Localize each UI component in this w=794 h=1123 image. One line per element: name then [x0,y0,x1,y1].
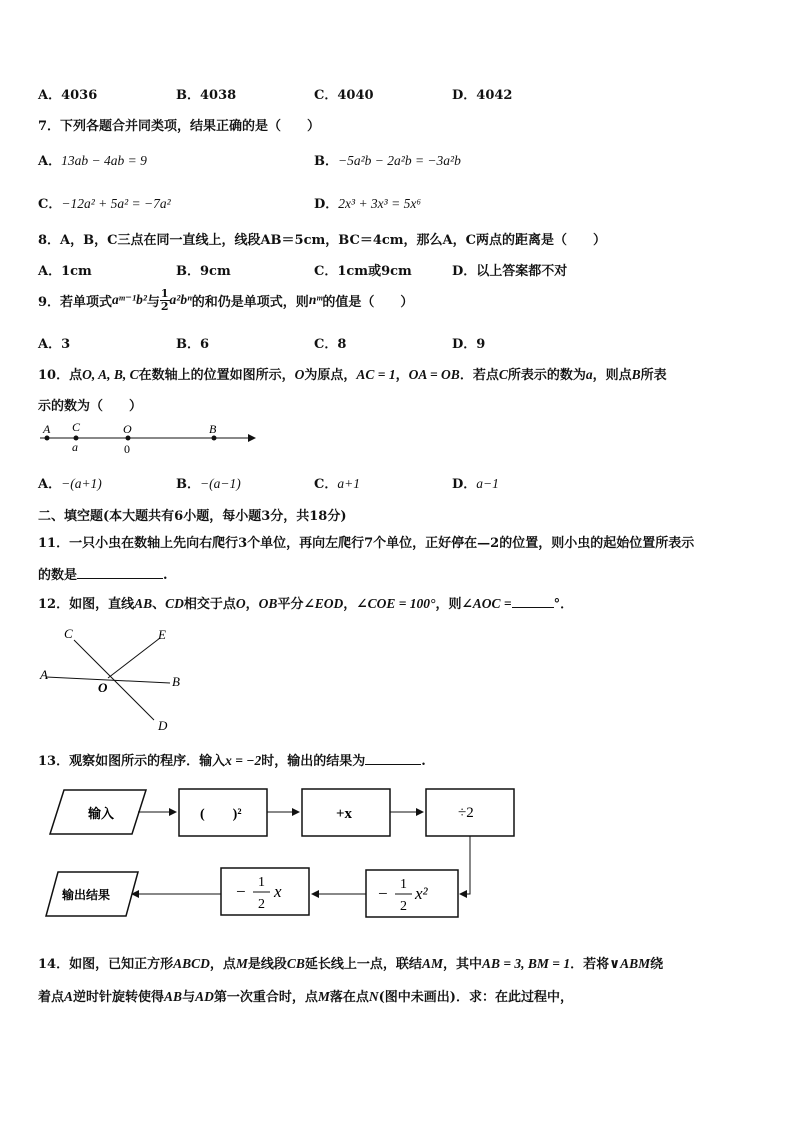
arrow-4 [460,836,470,894]
q12-answer-blank[interactable] [512,595,554,608]
q10-number-line [30,418,270,458]
neg-half-x2-num: 1 [400,877,407,892]
q6-option-b: B．4038 [176,88,237,103]
neg-half-x-num: 1 [258,875,265,890]
q11-stem-line1: 11．一只小虫在数轴上先向右爬行3个单位，再向左爬行7个单位，正好停在—2的位置，则小虫的起始位置所表示 [38,536,695,551]
input-label: 输入 [88,806,115,821]
neg-half-x2-minus: − [378,884,388,903]
number-line-arrow [248,434,256,442]
neg-half-x-var: x [274,882,282,901]
q8-option-d: D．以上答案都不对 [452,264,568,279]
label-a: A [43,422,51,436]
point-a-dot [45,436,50,441]
q10-option-c: C．a+1 [314,476,360,492]
q10-option-b: B．−(a−1) [176,476,241,492]
q6-option-a: A．4036 [38,88,98,103]
q14-stem-line1: 14．如图，已知正方形ABCD，点M是线段CB延长线上一点，联结AM，其中AB = 3, BM = 1．若将∨ABM绕 [38,956,664,972]
q9-option-a: A．3 [38,337,71,352]
label-o: O [98,680,108,695]
label-o: O [123,422,132,436]
q12-stem: 12．如图，直线AB、CD相交于点O，OB平分∠EOD，∠COE = 100°，则∠AOC = °． [38,596,574,612]
label-d: D [158,718,168,733]
q10-stem-line2: 示的数为（ ） [38,399,143,414]
q13-flowchart [40,784,530,924]
ray-oe [108,638,160,678]
q11-answer-blank[interactable] [77,566,163,579]
q10-option-d: D．a−1 [452,476,499,492]
q8-option-a: A．1cm [38,264,92,279]
q10-stem-line1: 10．点O, A, B, C在数轴上的位置如图所示，O为原点，AC = 1，OA = OB．若点C所表示的数为a，则点B所表 [38,367,667,383]
q7-stem: 7．下列各题合并同类项，结果正确的是（ ） [38,119,321,134]
q6-option-d: D．4042 [452,88,513,103]
neg-half-x2-var: x² [415,884,428,903]
neg-half-x-minus: − [236,882,246,901]
plus-x-label: +x [336,806,353,822]
point-o-dot [126,436,131,441]
neg-half-x2-den: 2 [400,899,407,914]
label-a: A [40,667,48,682]
q8-stem: 8．A，B，C三点在同一直线上，线段AB＝5cm，BC＝4cm，那么A，C两点的距离是（ ） [38,233,606,248]
q8-option-c: C．1cm或9cm [314,264,412,279]
q11-stem-line2: 的数是 . [38,568,168,583]
q9-stem: 9．若单项式 aᵐ⁻¹b² 与 $\frac{1}{2}$ a²bⁿ 的和仍是单项式，则 nᵐ 的值是（ ） [38,287,414,313]
output-label: 输出结果 [62,888,111,902]
label-zero: 0 [124,442,130,456]
divide-label: ÷2 [458,805,474,821]
q12-figure [36,622,196,734]
q9-option-d: D．9 [452,337,486,352]
q14-stem-line2: 着点A逆时针旋转使得AB与AD第一次重合时，点M落在点N(图中未画出)．求：在此过程中， [38,989,573,1005]
q13-stem: 13．观察如图所示的程序．输入x = −2时，输出的结果为 . [38,753,426,769]
label-b: B [172,674,180,689]
label-c: C [72,420,81,434]
q9-fraction: $\frac{1}{2}$ [160,287,169,313]
square-label: ( )² [200,807,242,822]
q7-option-d: D．2x³ + 3x³ = 5x⁶ [314,196,422,212]
label-c: C [64,626,73,641]
q7-option-a: A．13ab − 4ab = 9 [38,153,147,169]
neg-half-x-den: 2 [258,897,265,912]
label-b: B [209,422,217,436]
section-heading: 二、填空题(本大题共有6小题，每小题3分，共18分) [38,509,347,524]
label-e: E [158,627,166,642]
q8-option-b: B．9cm [176,264,231,279]
q6-option-c: C．4040 [314,88,374,103]
q7-option-c: C．−12a² + 5a² = −7a² [38,196,171,212]
q9-option-b: B．6 [176,337,210,352]
q13-answer-blank[interactable] [365,752,421,765]
q10-option-a: A．−(a+1) [38,476,102,492]
label-a-value: a [72,440,78,454]
point-b-dot [212,436,217,441]
q7-option-b: B．−5a²b − 2a²b = −3a²b [314,153,461,169]
q9-option-c: C．8 [314,337,347,352]
